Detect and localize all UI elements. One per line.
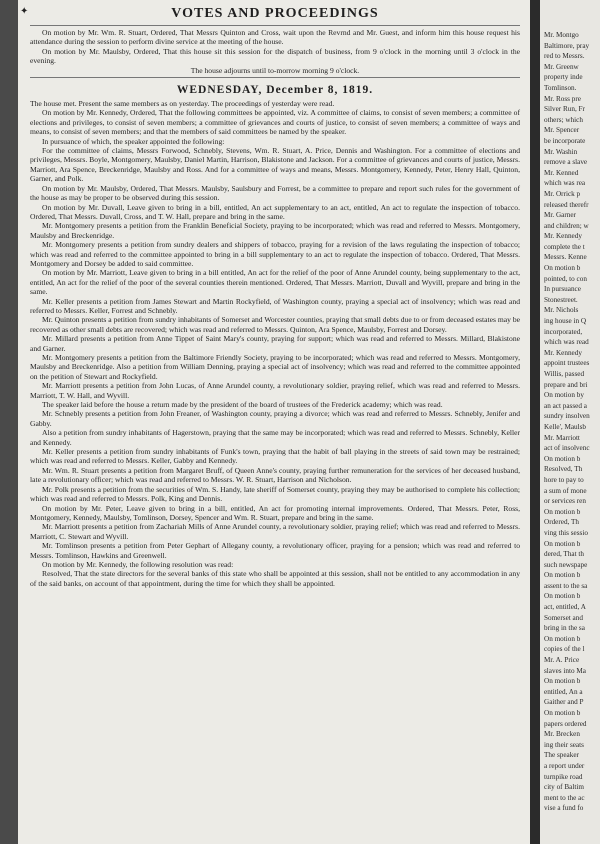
adjacent-page-line: assent to the sa xyxy=(544,581,588,590)
adjacent-page-line: papers ordered xyxy=(544,719,587,728)
body-paragraph: Mr. Keller presents a petition from James Stewart and Martin Rockyfield, of Washington county, praying a special act of insolvency; which was read and referred to Messrs. Keller, Forrest and Schnebly. xyxy=(30,296,520,315)
adjacent-page-line: Silver Run, Fr xyxy=(544,105,585,114)
adjacent-page-line: Baltimore, pray xyxy=(544,41,590,50)
adjacent-page-line: Mr. Montgo xyxy=(544,31,579,39)
adjacent-page-line: Mr. Spencer xyxy=(544,126,580,135)
adjacent-page-line: On motion b xyxy=(544,634,581,643)
adjacent-page-line: city of Baltim xyxy=(544,783,584,792)
adjacent-page-line: Messrs. Kenne xyxy=(544,253,587,262)
adjacent-page-line: appoint trustees xyxy=(544,359,590,368)
adjacent-page-line: entitled, An a xyxy=(544,687,583,696)
adjacent-page-line: Mr. Garner xyxy=(544,211,576,220)
adjacent-page-line: Stonestreet. xyxy=(544,295,578,304)
adjacent-page-line: On motion b xyxy=(544,507,581,516)
adjacent-page-line: others; which xyxy=(544,115,583,124)
adjacent-page-line: Mr. A. Price xyxy=(544,656,580,665)
adjacent-page-line: Somerset and xyxy=(544,613,583,622)
body-paragraph: On motion by Mr. Maulsby, Ordered, That Messrs. Maulsby, Saulsbury and Forrest, be a committee to prepare and report such rules for the government of the house as may be proper to be observed during this session. xyxy=(30,183,520,203)
dateline: WEDNESDAY, December 8, 1819. xyxy=(176,84,374,97)
adjacent-page-line: Mr. Brecken xyxy=(544,730,580,739)
body-paragraph: Mr. Marriott presents a petition from John Lucas, of Anne Arundel county, a revolutionary soldier, praying relief, which was read and referred to Messrs. Marriott, T. W. Hall, and Wyvill. xyxy=(30,381,520,400)
adjacent-page-line: In pursuance xyxy=(544,285,581,294)
header-rule xyxy=(30,25,520,26)
body-paragraph: Mr. Polk presents a petition from the securities of Wm. S. Handy, late sheriff of Somerset county, praying they may be authorised to complete his collection; which was read and referred to Messrs. Polk, King and Dennis. xyxy=(30,484,520,504)
adjacent-page-line: or services ren xyxy=(544,497,586,506)
adjacent-page-line: and children; w xyxy=(544,221,589,230)
adjacent-page-line: Tomlinson. xyxy=(544,83,577,92)
adjacent-page-line: On motion b xyxy=(544,709,581,717)
section-rule xyxy=(30,77,520,78)
body-paragraph: Mr. Quinton presents a petition from sundry inhabitants of Somerset and Worcester counties, praying that small debts due to or from deceased estates may be recovered as other small debts are recovered; which was read and referred to Messrs. Quinton, Ara Spence, Maulsby, Forrest and Dorsey. xyxy=(30,315,520,334)
body-text xyxy=(30,99,520,588)
adjacent-page-line: Gaither and P xyxy=(544,698,584,707)
adjacent-page-line: Kelle', Maulsb xyxy=(544,422,587,431)
body-paragraph: The house met. Present the same members as on yesterday. The proceedings of yesterday were read. xyxy=(30,99,335,109)
adjacent-page-line: On motion b xyxy=(544,539,581,548)
body-paragraph: Mr. Montgomery presents a petition from sundry dealers and shippers of tobacco, praying for a revision of the laws regulating the inspection of tobacco; which was read and referred to the committee appointed to bring in a bill supplementary to an act to regulate the inspection of tobacco. Ordered, That Messrs. Montgomery and Dorsey be added to said committee. xyxy=(30,240,520,268)
adjacent-page-line: Mr. Greenw xyxy=(544,62,579,71)
body-paragraph: Mr. Millard presents a petition from Anne Tippet of Saint Mary's county, praying for support; which was read and referred to Messrs. Millard, Blakistone and Garner. xyxy=(30,334,520,353)
adjacent-page-line: Willis, passed xyxy=(544,370,585,378)
body-paragraph: Also a petition from sundry inhabitants of Hagerstown, praying that the same may be incorporated; which was read and referred to Messrs. Schnebly, Keller and Kennedy. xyxy=(30,428,520,447)
adjacent-page-line: Mr. Kenned xyxy=(544,168,579,177)
body-paragraph: On motion by Mr. Kennedy, Ordered, That the following committees be appointed, viz. A committee of claims, to consist of seven members; a committee of elections and privileges, to consist of seven members; a committee of grievances and courts of justice, to consist of seven members; a committee of ways and means, to consist of seven members; and that the members of said committees be named by the speaker. xyxy=(30,108,520,137)
adjacent-page-line: act of insolvenc xyxy=(544,444,590,453)
adjacent-page-line: Mr. Orrick p xyxy=(544,189,581,198)
adjacent-page-line: Resolved, Th xyxy=(544,465,583,474)
body-paragraph: Resolved, That the state directors for the several banks of this state who shall be appointed at this session, shall not be entitled to any accommodation in any of the said banks, on account of that appointment, during the time for which they shall be appointed. xyxy=(30,569,520,588)
body-paragraph: Mr. Keller presents a petition from sundry inhabitants of Funk's town, praying that the habit of ball playing in the streets of said town may be restrained; which was read and referred to Messrs. Keller, Gabby and Kennedy. xyxy=(30,447,520,466)
body-paragraph: Mr. Montgomery presents a petition from the Franklin Beneficial Society, praying to be incorporated; which was read and referred to Messrs. Montgomery, Maulsby and Breckenridge. xyxy=(30,221,520,240)
adjacent-page-line: remove a slave xyxy=(544,158,588,167)
body-paragraph: Mr. Schnebly presents a petition from John Freaner, of Washington county, praying a divorce; which was read and referred to Messrs. Schnebly, Jenifer and Gabby. xyxy=(30,409,520,428)
adjacent-page-line: a report under xyxy=(544,761,585,770)
body-paragraph: In pursuance of which, the speaker appointed the following: xyxy=(42,136,225,146)
adjacent-page-line: vise a fund fo xyxy=(544,804,584,813)
adjacent-page-line: Mr. Kennedy xyxy=(544,348,582,357)
body-paragraph: On motion by Mr. Marriott, Leave given to bring in a bill entitled, An act for the relief of the poor of Anne Arundel county, being supplementary to the act, entitled, An act for the relief of the poor of the several counties therein mentioned. Ordered, That Messrs. Marriott, Duvall and Wyvill, prepare and bring in the same. xyxy=(30,268,520,297)
adjacent-page-line: bring in the sa xyxy=(544,624,585,633)
adjacent-page-line: hore to pay to xyxy=(544,475,584,484)
adjacent-page-line: red to Messrs. xyxy=(544,52,585,61)
adjacent-page-line: Mr. Washin xyxy=(544,147,578,156)
adjacent-page-line: pointed, to con xyxy=(544,274,587,283)
adjacent-page-line: ing house in Q xyxy=(544,317,587,326)
adjacent-page-line: a sum of mone xyxy=(544,486,587,495)
adjacent-page-text xyxy=(540,0,600,814)
adjacent-page-line: complete the t xyxy=(544,242,585,251)
body-paragraph: Mr. Wm. R. Stuart presents a petition from Margaret Bruff, of Queen Anne's county, praying further remuneration for the services of her deceased husband, late a revolutionary officer; which was read and referred to Messrs. W. R. Stuart, Harrison and Nicholson. xyxy=(30,465,520,485)
adjacent-page-line: Mr. Kennedy xyxy=(544,232,582,241)
adjacent-page-line: prepare and bri xyxy=(544,380,588,389)
body-paragraph: Mr. Tomlinson presents a petition from Peter Gephart of Allegany county, a revolutionary officer, praying for a pension; which was read and referred to Messrs. Tomlinson, Hawkins and Greenwell. xyxy=(30,541,520,560)
adjacent-page-line: dered, That th xyxy=(544,550,584,559)
newspaper-page xyxy=(18,0,530,844)
adjacent-page-line: which was read xyxy=(544,338,589,347)
adjacent-page-line: incorporated, xyxy=(544,327,583,336)
adjacent-page-line: On motion b xyxy=(544,677,581,686)
adjacent-page-line: ving this sessio xyxy=(544,528,588,537)
body-paragraph: On motion by Mr. Duvall, Leave given to bring in a bill, entitled, An act supplementary to an act, entitled, An act to regulate the inspection of tobacco. Ordered, That Messrs. Duvall, Cross, and T. W. Hall, prepare and bring in the same. xyxy=(30,202,520,221)
adjacent-page-line: slaves into Ma xyxy=(544,666,586,675)
body-paragraph: The speaker laid before the house a return made by the president of the board of trustees of the Frederick academy; which was read. xyxy=(42,400,443,410)
adjacent-page-line: On motion b xyxy=(544,592,581,601)
adjacent-page-line: On motion b xyxy=(544,264,581,273)
adjacent-page-line: be incorporate xyxy=(544,136,586,145)
adjacent-page-line: such newspape xyxy=(544,560,588,569)
adjacent-page-line: Mr. Nichols xyxy=(544,306,579,315)
body-paragraph: On motion by Mr. Kennedy, the following resolution was read: xyxy=(42,559,234,569)
adjacent-page-line: turnpike road xyxy=(544,772,583,781)
intro-paragraph: On motion by Mr. Wm. R. Stuart, Ordered, That Messrs Quinton and Cross, wait upon the Revrnd and Mr. Guest, and inform him this house request his attendance during the session to perform divine service at the meeting of the house. xyxy=(30,28,520,47)
adjacent-page-line: Mr. Ross pre xyxy=(544,94,581,103)
adjacent-page-line: Mr. Marriott xyxy=(544,433,580,442)
body-paragraph: Mr. Montgomery presents a petition from the Baltimore Friendly Society, praying to be incorporated; which was read and referred to Messrs. Montgomery, Maulsby and Breckenridge. Also a petition from William Denning, praying a special act of insolvency; which was read and referred to the committee appointed on the petition of Stewart and Rockyfield. xyxy=(30,353,520,381)
adjacent-page-line: The speaker xyxy=(544,751,579,760)
adjacent-page-line: On motion b xyxy=(544,454,581,463)
adjacent-page-line: ment to the ac xyxy=(544,793,585,802)
adjacent-page-line: which was rea xyxy=(544,179,586,188)
adjacent-page-line: On motion by xyxy=(544,391,584,400)
adjacent-page-line: act, entitled, A xyxy=(544,603,586,612)
intro-adjourn: The house adjourns until to-morrow morning 9 o'clock. xyxy=(190,65,360,75)
adjacent-page xyxy=(540,0,600,844)
adjacent-page-line: copies of the l xyxy=(544,645,585,654)
page-corner-mark: ✦ xyxy=(20,6,29,17)
body-paragraph: Mr. Marriott presents a petition from Zachariah Mills of Anne Arundel county, a revolutionary soldier, praying relief; which was read and referred to Messrs. Marriott, C. Stewart and Wyvill. xyxy=(30,522,520,541)
page-header: VOTES AND PROCEEDINGS xyxy=(171,6,379,21)
adjacent-page-line: an act passed a xyxy=(544,401,587,410)
adjacent-page-line: property inde xyxy=(544,73,583,82)
adjacent-page-line: Ordered, Th xyxy=(544,518,579,527)
body-paragraph: On motion by Mr. Peter, Leave given to bring in a bill, entitled, An act for promoting internal improvements. Ordered, That Messrs. Peter, Ross, Montgomery, Kennedy, Maulsby, Tomlinson, Dorsey, Spencer and Wm. R. Stuart, prepare and bring in the same. xyxy=(30,503,520,522)
adjacent-page-line: On motion b xyxy=(544,571,581,580)
page-gutter xyxy=(530,0,540,844)
intro-paragraph: On motion by Mr. Maulsby, Ordered, That this house sit this session for the dispatch of business, from 9 o'clock in the morning until 3 o'clock in the evening. xyxy=(30,46,520,66)
body-paragraph: For the committee of claims, Messrs Forwood, Schnebly, Stevens, Wm. R. Stuart, A. Price, Dennis and Washington. For a committee of elections and privileges, Messrs. Boyle, Montgomery, Maulsby, Daniel Martin, Harrison, Blakistone and Jackson. For a committee of grievances and courts of justice, Messrs. Marriott, Ara Spence, Breckenridge, Maulsby and Ross. And for a committee of ways and means, Messrs. Montgomery, Kennedy, Peter, Henry Hall, Quinton, Garner, and Polk. xyxy=(30,146,520,184)
adjacent-page-line: sundry insolven xyxy=(544,412,590,421)
adjacent-page-line: ing their seats xyxy=(544,740,584,749)
adjacent-page-line: released therefr xyxy=(544,200,589,209)
